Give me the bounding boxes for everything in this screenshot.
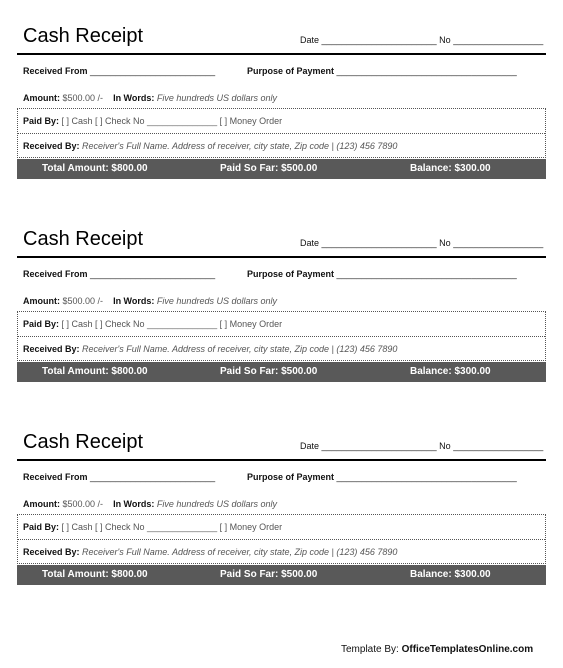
totals-bar	[17, 362, 546, 382]
received-from-row	[23, 66, 215, 76]
amount-label: Amount:	[23, 499, 60, 509]
received-from-row	[23, 472, 215, 482]
amount-row	[23, 296, 277, 306]
received-by-row	[23, 141, 397, 151]
title-divider	[17, 53, 546, 55]
total-amount: Total Amount: $800.00	[42, 163, 148, 174]
received-from-blank[interactable]: _________________________	[90, 472, 216, 482]
paid-by-label: Paid By:	[23, 319, 60, 329]
amount-label: Amount:	[23, 296, 60, 306]
total-amount: Total Amount: $800.00	[42, 569, 148, 580]
paid-by-row	[23, 116, 282, 126]
details-divider	[18, 133, 545, 134]
received-by-label: Received By:	[23, 547, 80, 557]
amount-row	[23, 499, 277, 509]
date-label: Date	[300, 441, 320, 451]
template-credit-site[interactable]: OfficeTemplatesOnline.com	[401, 644, 534, 655]
receipt-title: Cash Receipt	[23, 25, 144, 47]
balance: Balance: $300.00	[410, 366, 491, 377]
purpose-row	[247, 269, 517, 279]
title-divider	[17, 256, 546, 258]
purpose-blank[interactable]: ____________________________________	[336, 269, 517, 279]
received-by-row	[23, 547, 397, 557]
paid-so-far: Paid So Far: $500.00	[220, 163, 318, 174]
received-by-label: Received By:	[23, 141, 80, 151]
date-no-line	[300, 35, 543, 45]
received-by-value: Receiver's Full Name. Address of receiver, city state, Zip code | (123) 456 7890	[82, 141, 398, 151]
purpose-label: Purpose of Payment	[247, 269, 335, 279]
totals-bar	[17, 565, 546, 585]
cash-receipt-3	[17, 430, 546, 590]
receipt-title: Cash Receipt	[23, 228, 144, 250]
cash-receipt-1	[17, 24, 546, 184]
no-label: No	[439, 238, 451, 248]
paid-so-far: Paid So Far: $500.00	[220, 569, 318, 580]
amount-value: $500.00 /-	[62, 93, 104, 103]
no-label: No	[439, 35, 451, 45]
payment-details-box	[17, 514, 546, 564]
received-from-label: Received From	[23, 66, 88, 76]
paid-by-options[interactable]: [ ] Cash [ ] Check No ______________ [ ] Money Order	[61, 522, 283, 532]
date-blank[interactable]: _______________________	[321, 35, 437, 45]
no-blank[interactable]: __________________	[453, 238, 544, 248]
received-from-row	[23, 269, 215, 279]
purpose-blank[interactable]: ____________________________________	[336, 66, 517, 76]
paid-by-row	[23, 319, 282, 329]
received-from-label: Received From	[23, 269, 88, 279]
purpose-row	[247, 66, 517, 76]
received-by-value: Receiver's Full Name. Address of receiver, city state, Zip code | (123) 456 7890	[82, 344, 398, 354]
amount-row	[23, 93, 277, 103]
date-label: Date	[300, 35, 320, 45]
no-label: No	[439, 441, 451, 451]
in-words-label: In Words:	[113, 296, 155, 306]
date-blank[interactable]: _______________________	[321, 441, 437, 451]
cash-receipt-2	[17, 227, 546, 387]
paid-by-row	[23, 522, 282, 532]
template-credit-label: Template By:	[341, 644, 399, 655]
in-words-label: In Words:	[113, 93, 155, 103]
title-divider	[17, 459, 546, 461]
paid-by-options[interactable]: [ ] Cash [ ] Check No ______________ [ ] Money Order	[61, 319, 283, 329]
balance: Balance: $300.00	[410, 569, 491, 580]
purpose-label: Purpose of Payment	[247, 66, 335, 76]
payment-details-box	[17, 108, 546, 158]
date-no-line	[300, 238, 543, 248]
received-by-label: Received By:	[23, 344, 80, 354]
details-divider	[18, 539, 545, 540]
paid-by-label: Paid By:	[23, 116, 60, 126]
payment-details-box	[17, 311, 546, 361]
received-from-blank[interactable]: _________________________	[90, 66, 216, 76]
total-amount: Total Amount: $800.00	[42, 366, 148, 377]
amount-value: $500.00 /-	[62, 499, 104, 509]
totals-bar	[17, 159, 546, 179]
no-blank[interactable]: __________________	[453, 35, 544, 45]
balance: Balance: $300.00	[410, 163, 491, 174]
purpose-blank[interactable]: ____________________________________	[336, 472, 517, 482]
template-credit	[341, 644, 533, 655]
details-divider	[18, 336, 545, 337]
in-words-value: Five hundreds US dollars only	[156, 296, 277, 306]
date-label: Date	[300, 238, 320, 248]
purpose-label: Purpose of Payment	[247, 472, 335, 482]
date-blank[interactable]: _______________________	[321, 238, 437, 248]
in-words-label: In Words:	[113, 499, 155, 509]
amount-value: $500.00 /-	[62, 296, 104, 306]
paid-by-label: Paid By:	[23, 522, 60, 532]
date-no-line	[300, 441, 543, 451]
received-by-row	[23, 344, 397, 354]
in-words-value: Five hundreds US dollars only	[156, 499, 277, 509]
receipt-title: Cash Receipt	[23, 431, 144, 453]
received-from-blank[interactable]: _________________________	[90, 269, 216, 279]
in-words-value: Five hundreds US dollars only	[156, 93, 277, 103]
paid-by-options[interactable]: [ ] Cash [ ] Check No ______________ [ ] Money Order	[61, 116, 283, 126]
no-blank[interactable]: __________________	[453, 441, 544, 451]
paid-so-far: Paid So Far: $500.00	[220, 366, 318, 377]
received-by-value: Receiver's Full Name. Address of receiver, city state, Zip code | (123) 456 7890	[82, 547, 398, 557]
received-from-label: Received From	[23, 472, 88, 482]
amount-label: Amount:	[23, 93, 60, 103]
purpose-row	[247, 472, 517, 482]
